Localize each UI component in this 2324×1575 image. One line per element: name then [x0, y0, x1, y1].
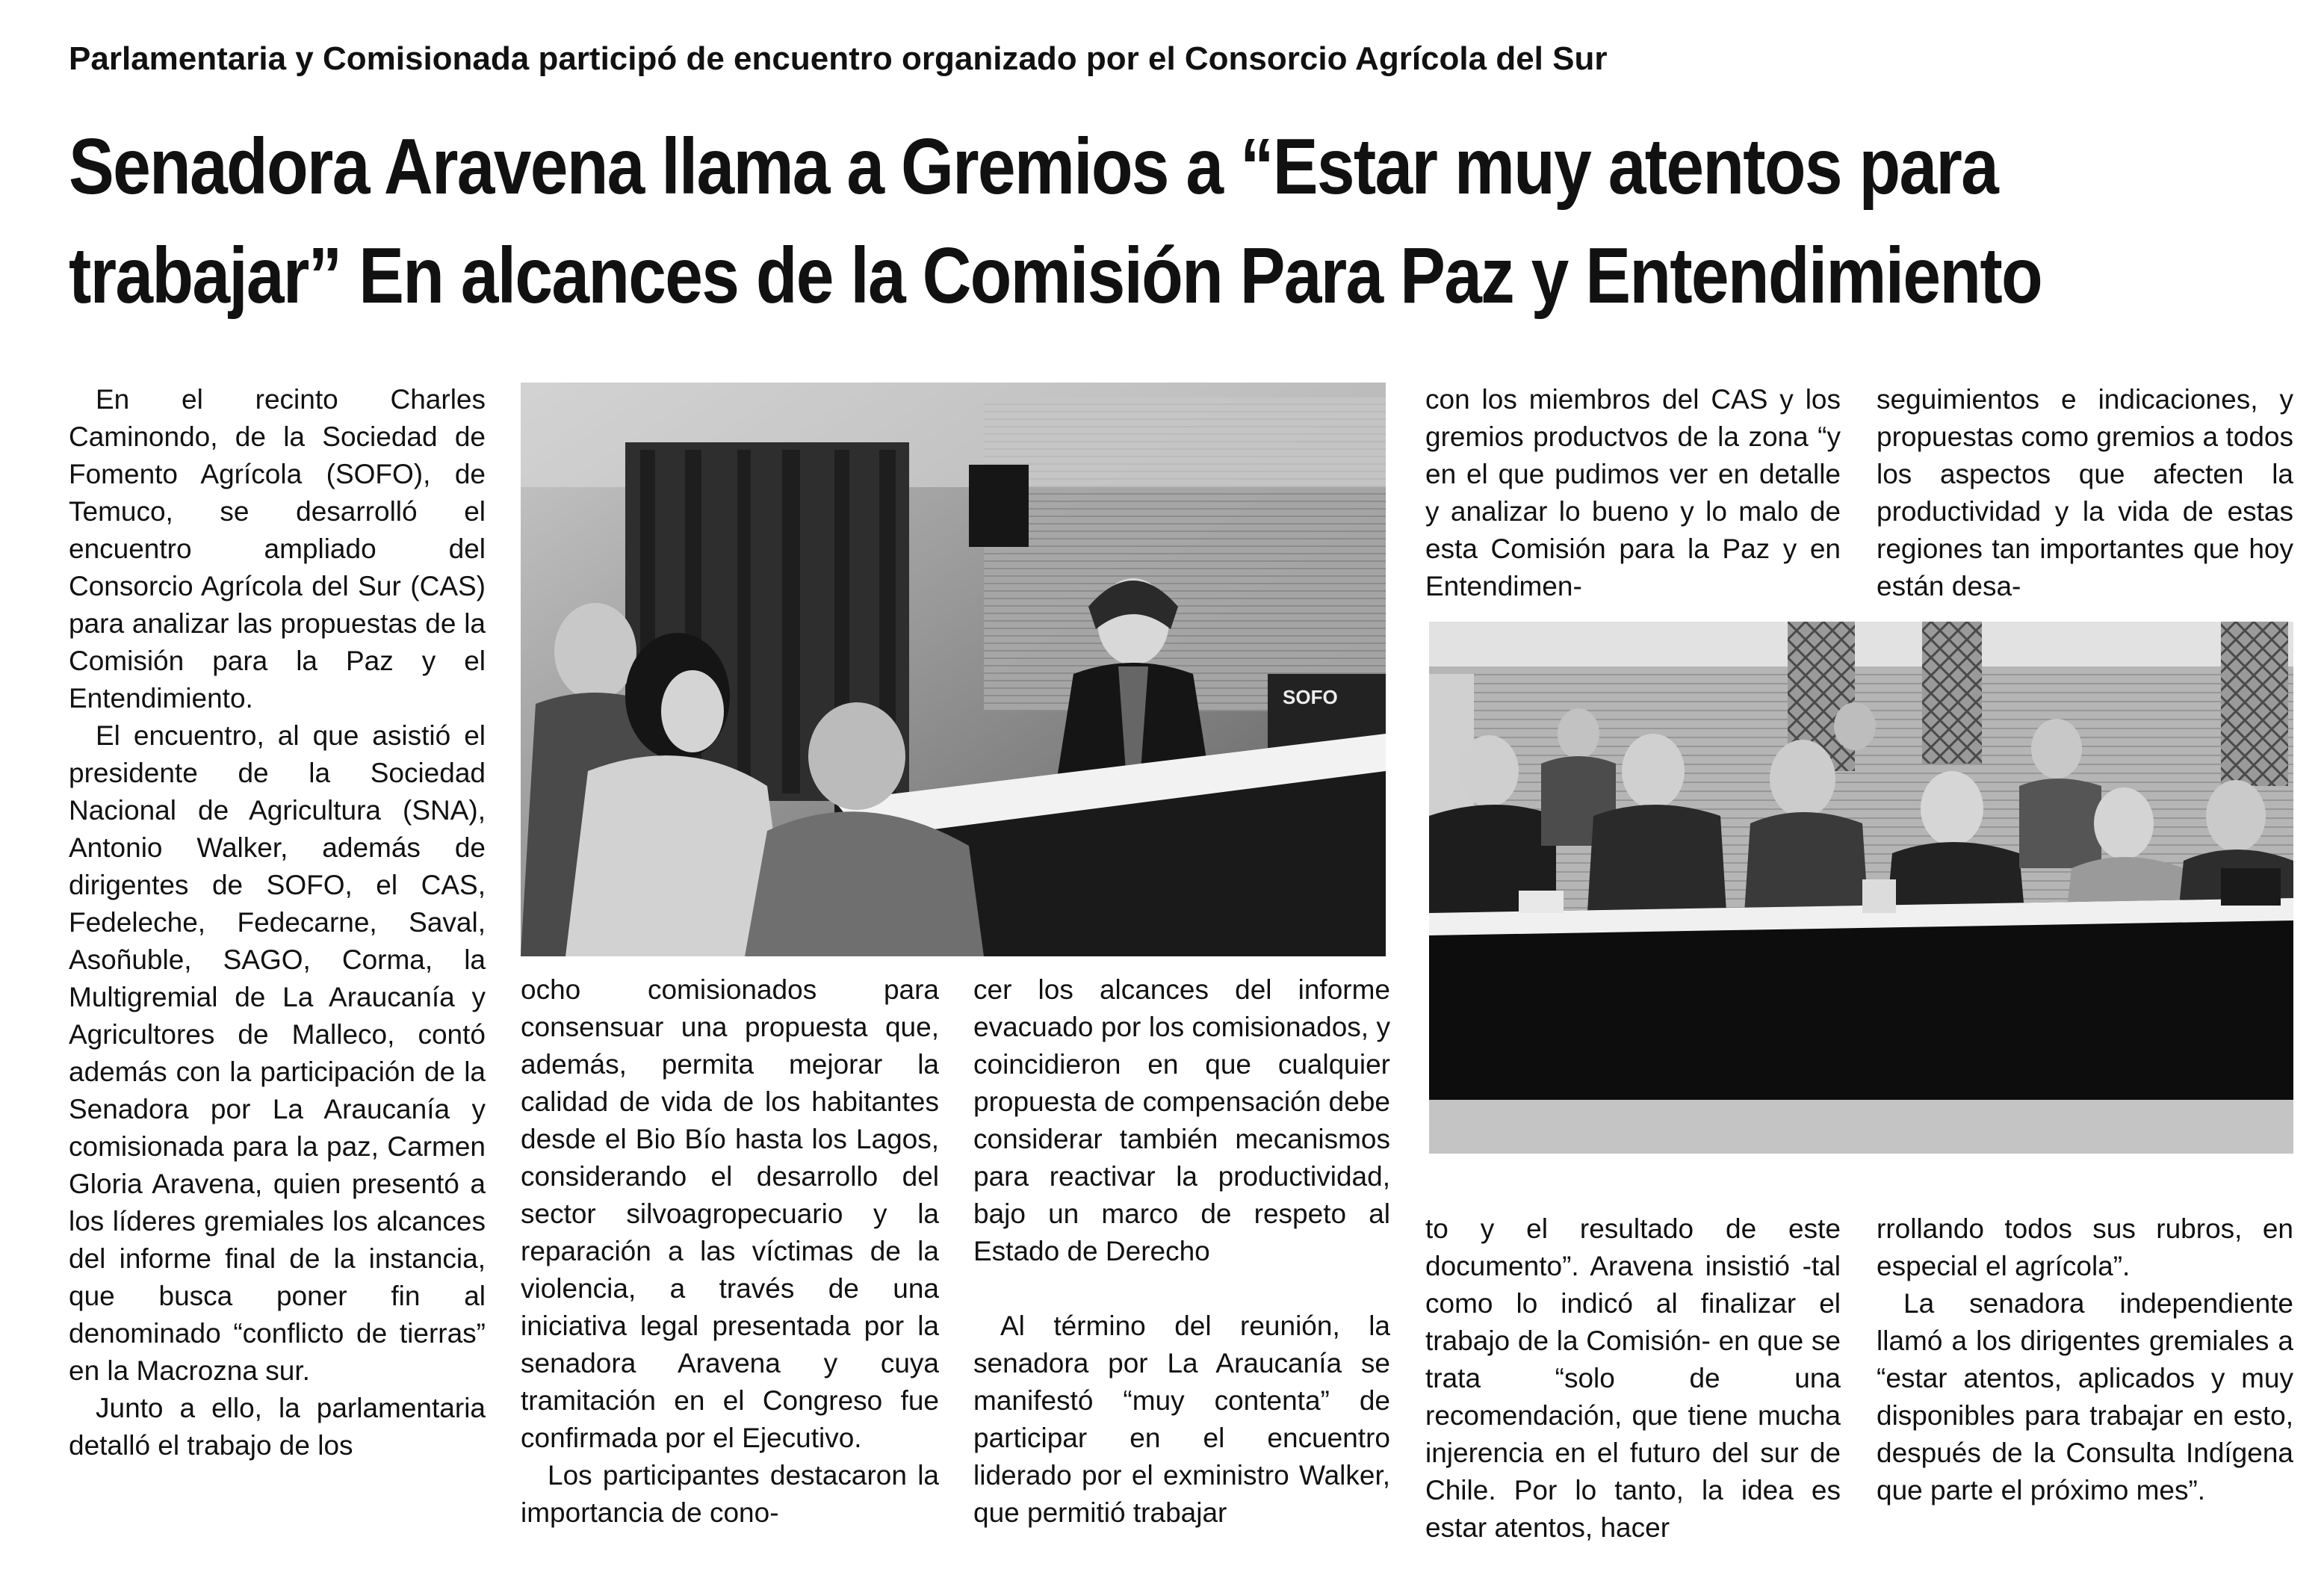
paragraph: Junto a ello, la parlamentaria detalló el trabajo de los	[69, 1393, 486, 1461]
photo-speaker	[521, 383, 1386, 956]
paragraph: con los miembros del CAS y los gremios productvos de la zona “y en el que pudimos ver en detalle y analizar lo bueno y lo malo de esta Comisión para la Paz y en Entendimen-	[1425, 384, 1841, 601]
panel-photo-image	[1429, 622, 2293, 1154]
paragraph: El encuentro, al que asistió el presidente de la Sociedad Nacional de Agricultura (SNA), Antonio Walker, además de dirigentes de SOFO, el CAS, Fedeleche, Fedecarne, Saval, Asoñuble, SAGO, Corma, la Multigremial de La Araucanía y Agricultores de Malleco, contó además con la participación de la Senadora por La Araucanía y comisionada para la paz, Carmen Gloria Aravena, quien presentó a los líderes gremiales los alcances del informe final de la instancia, que busca poner fin al denominado “conflicto de tierras” en la Macrozna sur.	[69, 720, 486, 1386]
sofo-sign-text: SOFO	[1283, 686, 1338, 708]
paragraph: rrollando todos sus rubros, en especial el agrícola”.	[1877, 1213, 2293, 1281]
paragraph: ocho comisionados para consensuar una propuesta que, además, permita mejorar la calidad de vida de los habitantes desde el Bio Bío hasta los Lagos, considerando el desarrollo del sector silvoagropecuario y la reparación a las víctimas de la violencia, a través de una iniciativa legal presentada por la senadora Aravena y cuya tramitación en el Congreso fue confirmada por el Ejecutivo.	[521, 974, 939, 1453]
paragraph: La senadora independiente llamó a los dirigentes gremiales a “estar atentos, aplicados y muy disponibles para trabajar en esto, después de la Consulta Indígena que parte el próximo mes”.	[1877, 1288, 2293, 1506]
article-headline	[69, 112, 2305, 330]
paragraph: Al término del reunión, la senadora por La Araucanía se manifestó “muy contenta” de participar en el encuentro liderado por el exministro Walker, que permitió trabajar	[973, 1311, 1390, 1528]
column-1	[69, 381, 486, 1547]
column-5-bottom	[1877, 1210, 2293, 1562]
headline-line-2: trabajar” En alcances de la Comisión Para Paz y Entendimiento	[69, 232, 2042, 320]
photo-panel	[1429, 622, 2293, 1154]
article-kicker: Parlamentaria y Comisionada participó de encuentro organizado por el Consorcio Agrícola del Sur	[69, 40, 1608, 77]
paragraph: Los participantes destacaron la importancia de cono-	[521, 1460, 939, 1528]
paragraph: cer los alcances del informe evacuado por los comisionados, y coincidieron en que cualquier propuesta de compensación debe considerar también mecanismos para reactivar la productividad, bajo un marco de respeto al Estado de Derecho	[973, 974, 1390, 1266]
paragraph: En el recinto Charles Caminondo, de la Sociedad de Fomento Agrícola (SOFO), de Temuco, se desarrolló el encuentro ampliado del Consorcio Agrícola del Sur (CAS) para analizar las propuestas de la Comisión para la Paz y el Entendimiento.	[69, 384, 486, 714]
column-4-bottom	[1425, 1210, 1841, 1562]
speaker-photo-image	[521, 383, 1386, 956]
column-4-top	[1425, 381, 1841, 605]
headline-line-1: Senadora Aravena llama a Gremios a “Estar muy atentos para	[69, 123, 1998, 211]
column-3	[973, 971, 1390, 1562]
paragraph: to y el resultado de este documento”. Aravena insistió -tal como lo indicó al finalizar el trabajo de la Comisión- en que se trata “solo de una recomendación, que tiene mucha injerencia en el futuro del sur de Chile. Por lo tanto, la idea es estar atentos, hacer	[1425, 1213, 1841, 1543]
column-5-top	[1877, 381, 2293, 605]
paragraph: seguimientos e indicaciones, y propuestas como gremios a todos los aspectos que afecten la productividad y la vida de estas regiones tan importantes que hoy están desa-	[1877, 384, 2293, 601]
column-2	[521, 971, 939, 1562]
